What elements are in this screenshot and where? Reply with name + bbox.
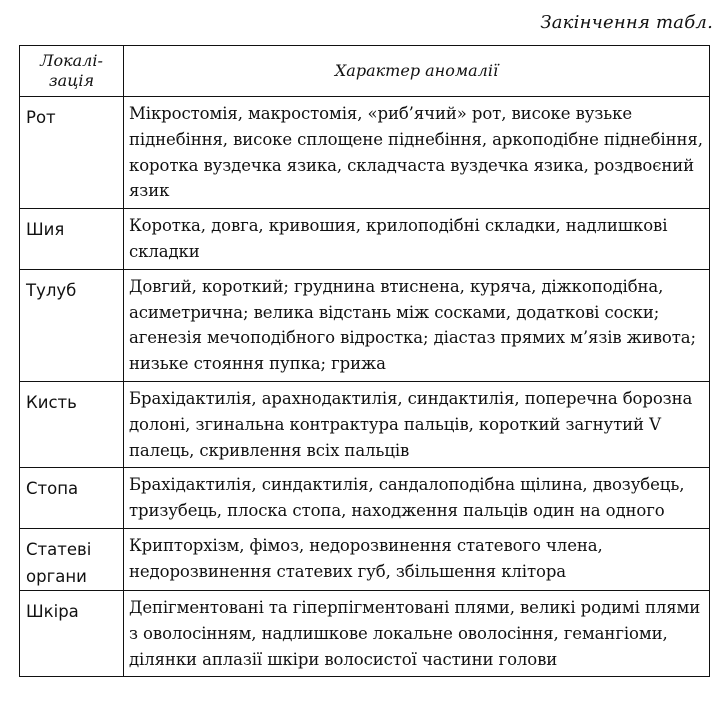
table-row [20, 381, 710, 467]
table-row [20, 528, 710, 590]
description-cell: Брахідактилія, синдактилія, сандалоподібна щілина, двозубець, тризубець, плоска стопа, находження пальців один на одного [124, 468, 710, 529]
localization-cell: Статеві органи [20, 528, 124, 590]
table-continuation-caption: Закінчення табл. [540, 12, 713, 33]
localization-cell: Шия [20, 209, 124, 270]
table-row [20, 590, 710, 676]
description-cell: Коротка, довга, кривошия, крилоподібні складки, надлишкові складки [124, 209, 710, 270]
localization-cell: Стопа [20, 468, 124, 529]
header-localization-line2: зація [48, 71, 95, 90]
localization-cell: Шкіра [20, 590, 124, 676]
table-row [20, 97, 710, 209]
description-cell: Мікростомія, макростомія, «риб’ячий» рот, високе вузьке піднебіння, високе сплощене піднебіння, аркоподібне піднебіння, коротка вуздечка язика, складчаста вуздечка язика, роздвоєний язик [124, 97, 710, 209]
description-cell: Довгий, короткий; груднина втиснена, куряча, діжкоподібна, асиметрична; велика відстань між сосками, додаткові соски; агенезія мечоподібного відростка; діастаз прямих м’язів живота; низьке стояння пупка; грижа [124, 269, 710, 381]
description-cell: Брахідактилія, арахнодактилія, синдактилія, поперечна борозна долоні, згинальна контрактура пальців, короткий загнутий V палець, скривлення всіх пальців [124, 381, 710, 467]
table-header-row [20, 46, 710, 97]
description-cell: Крипторхізм, фімоз, недорозвинення статевого члена, недорозвинення статевих губ, збільшення клітора [124, 528, 710, 590]
table-row [20, 468, 710, 529]
anomalies-table [19, 45, 710, 677]
header-character: Характер аномалії [124, 46, 710, 97]
header-localization-line1: Локалі- [40, 51, 103, 70]
header-localization [20, 46, 124, 97]
description-cell: Депігментовані та гіперпігментовані плями, великі родимі плями з оволосінням, надлишкове локальне оволосіння, гемангіоми, ділянки аплазії шкіри волосистої частини голови [124, 590, 710, 676]
localization-cell: Кисть [20, 381, 124, 467]
localization-cell: Рот [20, 97, 124, 209]
table-row [20, 209, 710, 270]
table-row [20, 269, 710, 381]
localization-cell: Тулуб [20, 269, 124, 381]
